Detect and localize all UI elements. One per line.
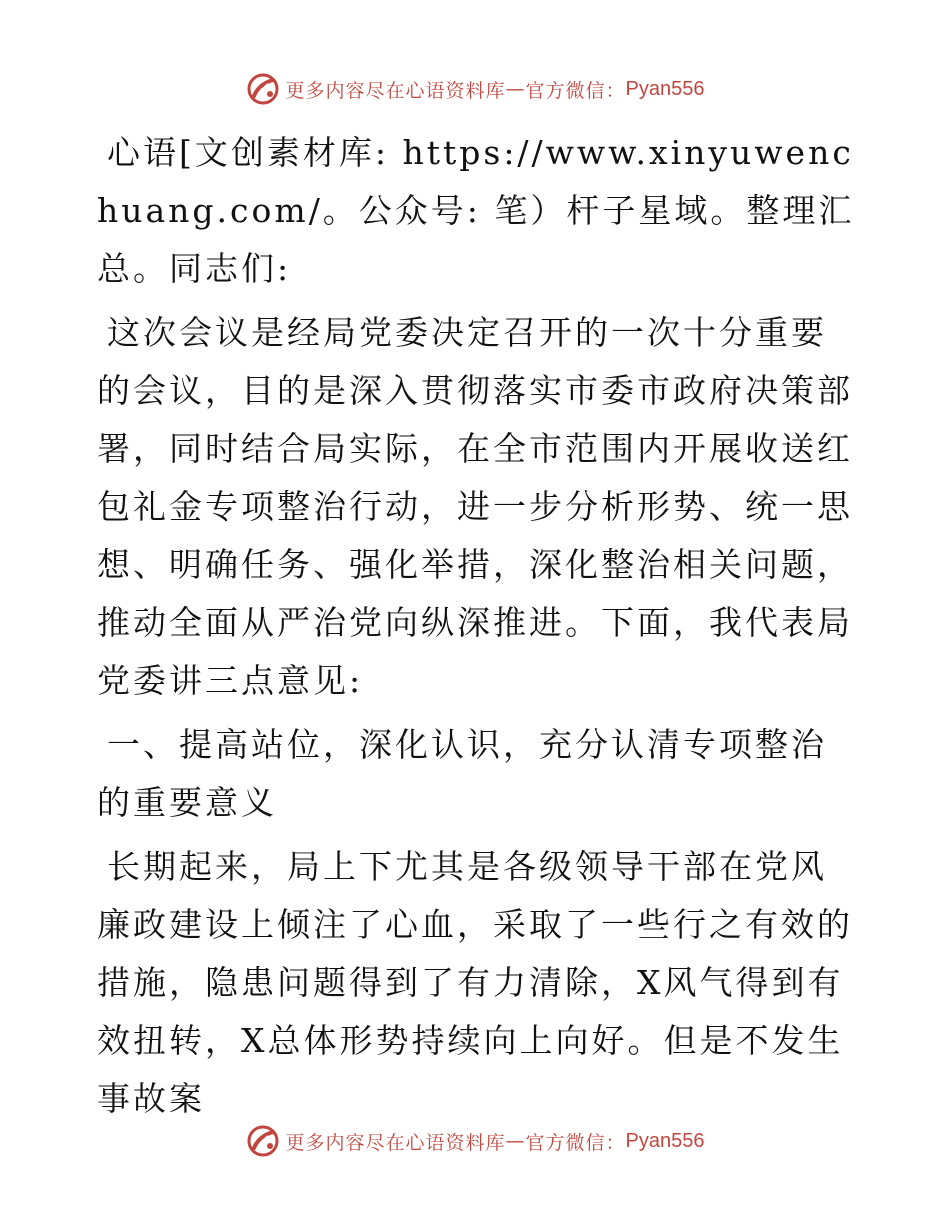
banner-dash: — <box>505 1130 526 1152</box>
banner-wechat-label: 官方微信： <box>525 79 626 102</box>
banner-account: Pyan556 <box>625 1129 705 1152</box>
banner-dash: — <box>505 78 526 100</box>
banner-account: Pyan556 <box>625 77 705 100</box>
document-body <box>97 124 857 1134</box>
banner-wechat-label: 官方微信： <box>525 1131 626 1154</box>
paragraph-background: 长期起来，局上下尤其是各级领导干部在党风廉政建设上倾注了心血，采取了一些行之有效的措施，隐患问题得到了有力清除，X风气得到有效扭转，X总体形势持续向上向好。但是不发生事故案 <box>97 847 853 1118</box>
section-heading-1: 一、提高站位，深化认识，充分认清专项整治的重要意义 <box>97 725 827 822</box>
brush-seal-logo-icon <box>246 72 280 106</box>
banner-lead-text: 更多内容尽在心语资料库 <box>285 79 506 102</box>
paragraph-meeting-purpose: 这次会议是经局党委决定召开的一次十分重要的会议，目的是深入贯彻落实市委市政府决策部署，同时结合局实际，在全市范围内开展收送红包礼金专项整治行动，进一步分析形势、统一思想、明确任务、强化举措，深化整治相关问题，推动全面从严治党向纵深推进。下面，我代表局党委讲三点意见: <box>97 313 853 700</box>
paragraph-intro: 心语[文创素材库: https://www.xinyuwenchuang.com/。公众号: 笔）杆子星域。整理汇总。同志们: <box>97 133 855 288</box>
brush-seal-logo-icon <box>246 1124 280 1158</box>
header-watermark-banner <box>0 72 950 106</box>
banner-lead-text: 更多内容尽在心语资料库 <box>285 1131 506 1154</box>
footer-watermark-banner <box>0 1124 950 1158</box>
